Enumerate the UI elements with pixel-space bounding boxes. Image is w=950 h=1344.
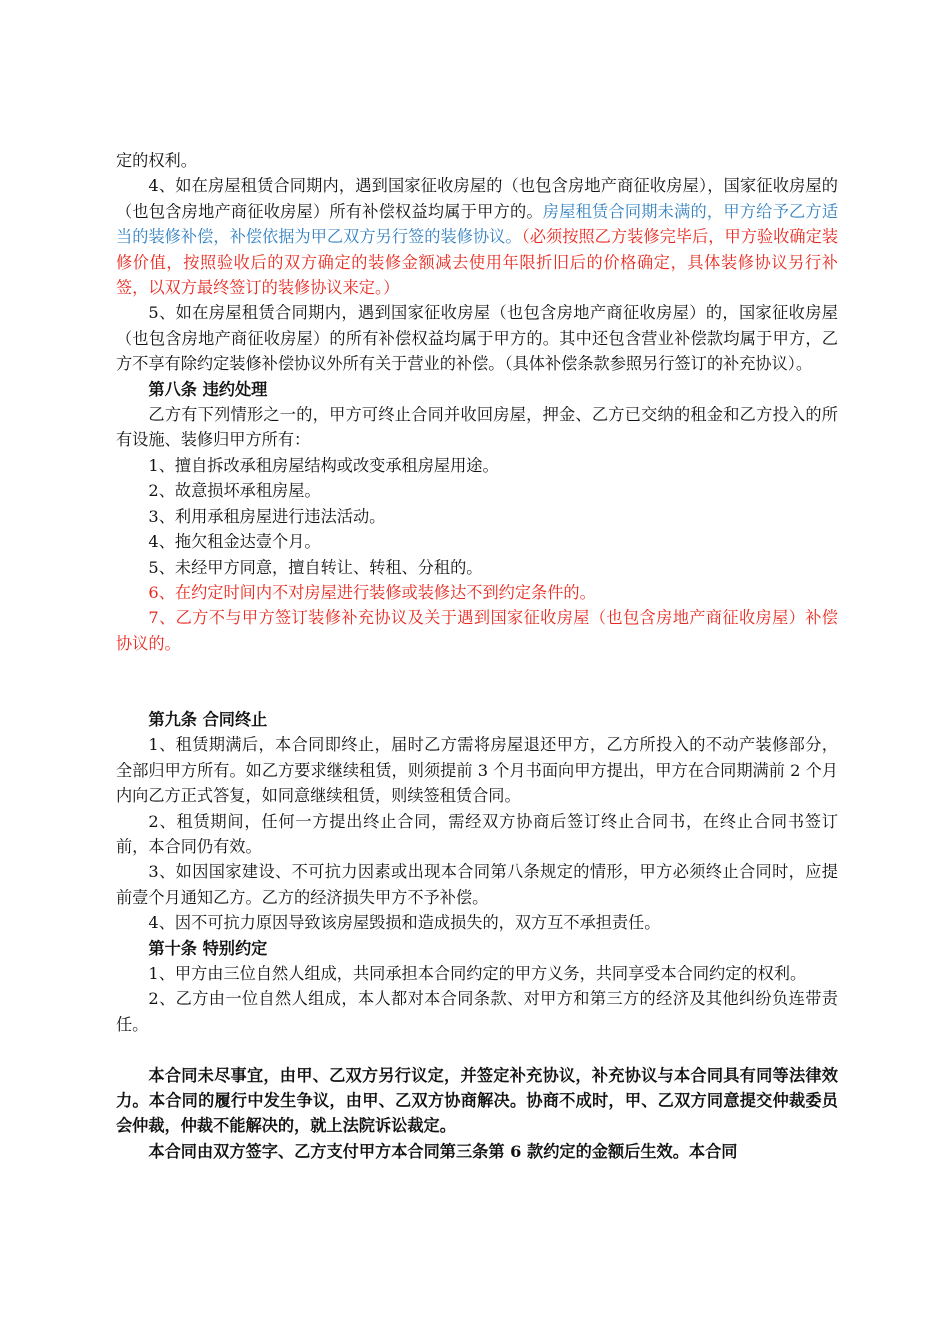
clause-7-4-text: 4、如在房屋租赁合同期内，遇到国家征收房屋的（也包含房地产商征收房屋），国家征收房屋的（也包含房地产商征收房屋）所有补偿权益均属于甲方的。 (116, 176, 838, 221)
spacer (116, 682, 838, 707)
termination-item-2: 2、租赁期间，任何一方提出终止合同，需经双方协商后签订终止合同书，在终止合同书签订前，本合同仍有效。 (116, 811, 838, 856)
clause-7-4-blue-text: 房屋租赁合同期未满的，甲方给予乙方适当的装修补偿，补偿依据为甲乙双方另行签的装修协议。 (116, 201, 839, 247)
termination-item-4: 4、因不可抗力原因导致该房屋毁损和造成损失的，双方互不承担责任。 (148, 913, 661, 933)
paragraph-rights-end: 定的权利。 (116, 151, 197, 170)
violation-item-7: 7、乙方不与甲方签订装修补充协议及关于遇到国家征收房屋（也包含房地产商征收房屋）补偿协议的。 (116, 608, 838, 653)
special-item-2: 2、乙方由一位自然人组成，本人都对本合同条款、对甲方和第三方的经济及其他纠纷负连带责任。 (116, 989, 838, 1034)
violation-item-2: 2、故意损坏承租房屋。 (148, 481, 321, 501)
violation-item-6: 6、在约定时间内不对房屋进行装修或装修达不到约定条件的。 (148, 582, 596, 602)
violation-item-1: 1、擅自拆改承租房屋结构或改变承租房屋用途。 (148, 455, 499, 475)
contract-page (116, 148, 838, 1164)
article-8-heading: 第八条 违约处理 (148, 379, 268, 399)
spacer (116, 656, 838, 681)
violation-item-4: 4、拖欠租金达壹个月。 (148, 532, 321, 552)
violation-item-3: 3、利用承租房屋进行违法活动。 (148, 506, 386, 526)
clause-7-4 (116, 173, 838, 300)
article-10-heading: 第十条 特别约定 (148, 938, 268, 958)
final-clause-disputes: 本合同未尽事宜，由甲、乙双方另行议定，并签定补充协议，补充协议与本合同具有同等法律效力。本合同的履行中发生争议，由甲、乙双方协商解决。协商不成时，甲、乙双方同意提交仲裁委员会仲裁，仲裁不能解决的，就上法院诉讼裁定。 (116, 1065, 838, 1136)
termination-item-3: 3、如因国家建设、不可抗力因素或出现本合同第八条规定的情形，甲方必须终止合同时，应提前壹个月通知乙方。乙方的经济损失甲方不予补偿。 (116, 862, 838, 907)
final-clause-effective: 本合同由双方签字、乙方支付甲方本合同第三条第 6 款约定的金额后生效。本合同 (148, 1141, 738, 1161)
clause-7-5: 5、如在房屋租赁合同期内，遇到国家征收房屋（也包含房地产商征收房屋）的，国家征收房屋（也包含房地产商征收房屋）的所有补偿权益均属于甲方的。其中还包含营业补偿款均属于甲方，乙方不享有除约定装修补偿协议外所有关于营业的补偿。（具体补偿条款参照另行签订的补充协议）。 (116, 303, 838, 374)
article-8-intro: 乙方有下列情形之一的，甲方可终止合同并收回房屋，押金、乙方已交纳的租金和乙方投入的所有设施、装修归甲方所有： (116, 405, 838, 450)
termination-item-1: 1、租赁期满后，本合同即终止，届时乙方需将房屋退还甲方，乙方所投入的不动产装修部分，全部归甲方所有。如乙方要求继续租赁，则须提前 3 个月书面向甲方提出，甲方在合同期满前 2 个月内向乙方正式答复，如同意继续租赁，则续签租赁合同。 (116, 735, 838, 806)
article-9-heading: 第九条 合同终止 (148, 709, 268, 729)
spacer (116, 1037, 838, 1062)
special-item-1: 1、甲方由三位自然人组成，共同承担本合同约定的甲方义务，共同享受本合同约定的权利。 (148, 963, 807, 983)
clause-7-4-red-text: （必须按照乙方装修完毕后，甲方验收确定装修价值，按照验收后的双方确定的装修金额减去使用年限折旧后的价格确定，具体装修协议另行补签，以双方最终签订的装修协议来定。） (116, 227, 839, 298)
violation-item-5: 5、未经甲方同意，擅自转让、转租、分租的。 (148, 557, 483, 577)
